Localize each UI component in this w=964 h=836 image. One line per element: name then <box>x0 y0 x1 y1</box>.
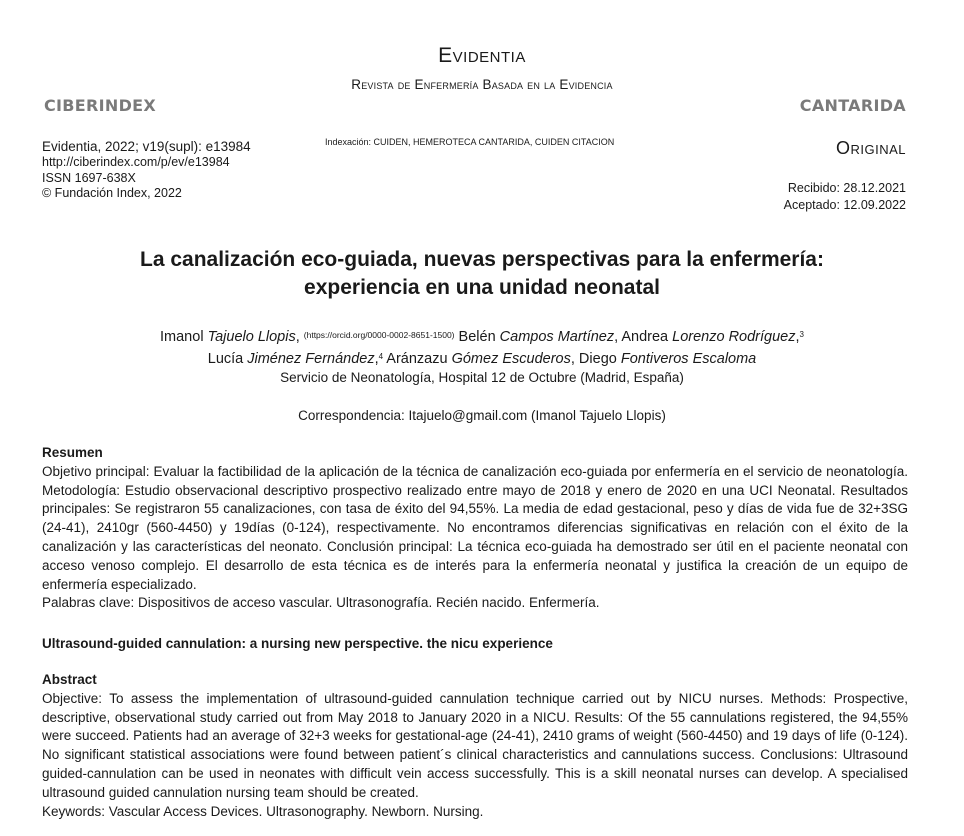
section-type: Original <box>835 138 906 158</box>
cantarida-logo: CANTARIDA <box>799 96 906 115</box>
issn: ISSN 1697-638X <box>42 170 136 185</box>
abstract-keywords: Keywords: Vascular Access Devices. Ultrasonography. Newborn. Nursing. <box>42 803 484 819</box>
received-date: Recibido: 28.12.2021 <box>787 181 906 195</box>
citation-block <box>42 138 251 202</box>
accepted-date: Aceptado: 12.09.2022 <box>783 198 906 212</box>
copyright: © Fundación Index, 2022 <box>42 186 182 200</box>
author-surname: Fontiveros Escaloma <box>620 351 757 367</box>
author-surname: Tajuelo Llopis <box>207 329 296 345</box>
dates-block <box>784 180 906 214</box>
article-url[interactable]: http://ciberindex.com/p/ev/e13984 <box>42 155 230 169</box>
indexation: Indexación: CUIDEN, HEMEROTECA CANTARIDA, CUIDEN CITACION <box>325 137 615 147</box>
abstract-body: Objective: To assess the implementation of ultrasound-guided cannulation technique carried out by NICU nurses. Methods: Prospective, descriptive, observational study carried out from May 2018 to January 2020 in a NICU. Results: Of the 55 cannulations registered, the 94,55% were succeed. Patients had an average of 32+3 weeks for gestational-age (24-41), 2410 grams of weight (560-4450) and 19 days of life (0-124). No significant statistical associations were found between patient´s clinical characteristics and cannulations success. Conclusions: Ultrasound guided-cannulation can be used in neonates with difficult vein access successfully. This is a skill neonatal nurses can develop. A specialised ultrasound guided cannulation nursing team should be created. <box>42 690 908 800</box>
resumen-keywords: Palabras clave: Dispositivos de acceso vascular. Ultrasonografía. Recién nacido. Enfermería. <box>42 595 600 611</box>
abstract-section <box>42 671 908 821</box>
affiliation-marker: 4 <box>378 352 384 361</box>
author-surname: Lorenzo Rodríguez <box>672 329 796 345</box>
affiliation: Servicio de Neonatología, Hospital 12 de Octubre (Madrid, España) <box>280 370 684 385</box>
author-first-name: , Andrea <box>614 329 673 345</box>
journal-title: Evidentia <box>438 44 526 67</box>
article-title-line2: experiencia en una unidad neonatal <box>304 276 660 299</box>
citation: Evidentia, 2022; v19(supl): e13984 <box>42 139 251 154</box>
journal-subtitle: Revista de Enfermería Basada en la Evidencia <box>351 77 613 92</box>
english-title: Ultrasound-guided cannulation: a nursing new perspective. the nicu experience <box>42 636 553 651</box>
resumen-section <box>42 444 908 613</box>
author-first-name: Aránzazu <box>383 351 452 367</box>
author-list <box>0 326 964 370</box>
author-line1: Imanol Tajuelo Llopis, $^{(https://orcid.org/0000-0002-8651-1500)}$ Belén Campos Martínez, Andrea Lorenzo Rodríguez,$^3$ <box>160 329 804 345</box>
orcid-link[interactable]: (https://orcid.org/0000-0002-8651-1500) <box>303 330 455 340</box>
correspondence: Correspondencia: Itajuelo@gmail.com (Imanol Tajuelo Llopis) <box>298 408 666 423</box>
article-title-line1: La canalización eco-guiada, nuevas perspectivas para la enfermería: <box>140 248 824 271</box>
author-surname: Jiménez Fernández <box>247 351 375 367</box>
resumen-body: Objetivo principal: Evaluar la factibilidad de la aplicación de la técnica de canalización eco-guiada por enfermería en el servicio de neonatología. Metodología: Estudio observacional descriptivo prospectivo realizado entre mayo de 2018 y enero de 2020 en una UCI Neonatal. Resultados principales: Se registraron 55 canalizaciones, con tasa de éxito del 94,55%. La media de edad gestacional, peso y días de vida fue de 32+3SG (24-41), 2410gr (560-4450) y 19días (0-124), respectivamente. No encontramos diferencias significativas en relación con el éxito de la canalización y las características del neonato. Conclusión principal: La técnica eco-guiada ha demostrado ser útil en el paciente neonatal con acceso venoso complejo. El desarrollo de esta técnica es de interés para la enfermería neonatal y justifica la creación de un equipo de enfermería especializado. <box>42 463 908 592</box>
author-first-name: Lucía <box>207 351 248 367</box>
ciberindex-logo: CIBERINDEX <box>44 96 157 115</box>
author-first-name: Belén <box>454 329 500 345</box>
author-surname: Campos Martínez <box>499 329 615 345</box>
affiliation-marker: 3 <box>799 330 804 339</box>
article-title <box>0 246 964 302</box>
resumen-heading: Resumen <box>42 445 103 460</box>
author-first-name: , Diego <box>570 351 621 367</box>
author-surname: Gómez Escuderos <box>451 351 571 367</box>
author-first-name: Imanol <box>160 329 208 345</box>
author-line2: Lucía Jiménez Fernández,$^4$ Aránzazu Gómez Escuderos, Diego Fontiveros Escaloma <box>207 351 757 367</box>
abstract-heading: Abstract <box>42 672 97 687</box>
